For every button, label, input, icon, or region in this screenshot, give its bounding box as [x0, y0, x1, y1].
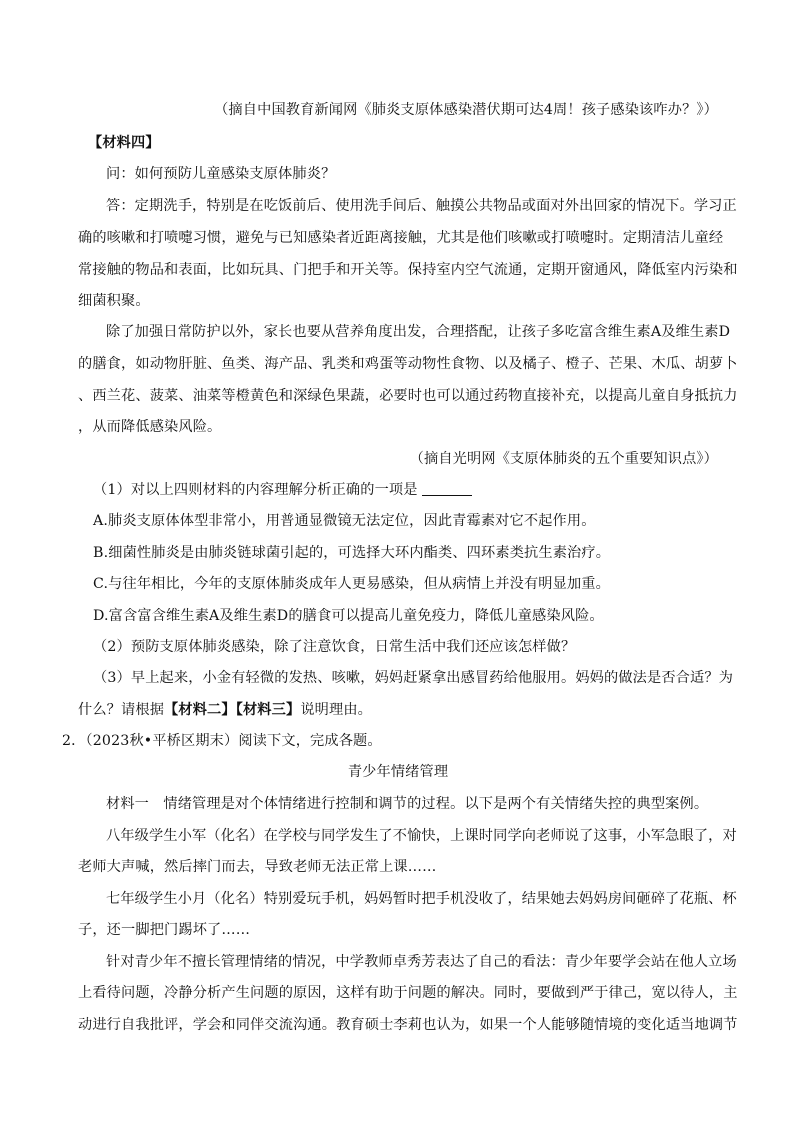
question-3-materials: 【材料二】【材料三】: [164, 702, 301, 718]
option-a: A.肺炎支原体体型非常小，用普通显微镜无法定位，因此青霉素对它不起作用。: [93, 513, 596, 529]
option-c: C.与往年相比，今年的支原体肺炎成年人更易感染，但从病情上并没有明显加重。: [93, 576, 610, 592]
article-line: 动进行自我批评，学会和同伴交流沟通。教育硕士李莉也认为，如果一个人能够随情境的变化适当地调节: [78, 1017, 738, 1033]
article-line: 八年级学生小军（化名）在学校与同学发生了不愉快，上课时同学向老师说了这事，小军急眼了，对: [106, 828, 737, 844]
material4-para2-line: 的膳食，如动物肝脏、鱼类、海产品、乳类和鸡蛋等动物性食物、以及橘子、橙子、芒果、木瓜、胡萝卜: [78, 356, 738, 372]
question-1-text: （1）对以上四则材料的内容理解分析正确的一项是: [93, 482, 418, 498]
material4-answer-line: 常接触的物品和表面，比如玩具、门把手和开关等。保持室内空气流通，定期开窗通风，降低室内污染和: [78, 262, 738, 278]
article-line: 七年级学生小月（化名）特别爱玩手机，妈妈暂时把手机没收了，结果她去妈妈房间砸碎了花瓶、杯: [106, 891, 737, 907]
question-3-line1: （3）早上起来，小金有轻微的发热、咳嗽，妈妈赶紧拿出感冒药给他服用。妈妈的做法是否合适？为: [93, 670, 734, 686]
option-b: B.细菌性肺炎是由肺炎链球菌引起的，可选择大环内酯类、四环素类抗生素治疗。: [93, 545, 611, 561]
material4-heading: 【材料四】: [88, 135, 160, 151]
material4-source: （摘自光明网《支原体肺炎的五个重要知识点》）: [409, 451, 718, 467]
material3-source: （摘自中国教育新闻网《肺炎支原体感染潜伏期可达4周！孩子感染该咋办？》）: [214, 102, 718, 118]
article-line: 老师大声喊，然后摔门而去，导致老师无法正常上课……: [78, 859, 437, 875]
material4-para2-line: 、西兰花、菠菜、油菜等橙黄色和深绿色果蔬，必要时也可以通过药物直接补充，以提高儿童自身抵抗力: [78, 388, 738, 404]
question-3-text: 什么？请根据: [78, 702, 165, 718]
problem-2-header: 2．（2023秋•平桥区期末）阅读下文，完成各题。: [62, 733, 382, 749]
article-line: 针对青少年不擅长管理情绪的情况，中学教师卓秀芳表达了自己的看法：青少年要学会站在他人立场: [106, 954, 737, 970]
question-2: （2）预防支原体肺炎感染，除了注意饮食，日常生活中我们还应该怎样做？: [93, 639, 576, 655]
article-line: 子，还一脚把门踢坏了……: [78, 922, 251, 938]
question-3-line2: [78, 700, 718, 720]
article-title: 青少年情绪管理: [347, 764, 449, 780]
answer-blank[interactable]: [422, 481, 472, 496]
question-3-text-end: 说明理由。: [300, 702, 373, 718]
article-line: 材料一 情绪管理是对个体情绪进行控制和调节的过程。以下是两个有关情绪失控的典型案例。: [106, 796, 709, 812]
material4-answer-line: 确的咳嗽和打喷嚏习惯，避免与已知感染者近距离接触，尤其是他们咳嗽或打喷嚏时。定期清洁儿童经: [78, 230, 724, 246]
material4-answer-line: 细菌积聚。: [78, 293, 150, 309]
material4-para2-line: 除了加强日常防护以外，家长也要从营养角度出发，合理搭配，让孩子多吃富含维生素A及维生素D: [106, 324, 731, 340]
material4-para2-line: ，从而降低感染风险。: [78, 419, 222, 435]
material4-answer-line: 答：定期洗手，特别是在吃饭前后、使用洗手间后、触摸公共物品或面对外出回家的情况下。学习正: [106, 198, 737, 214]
option-d: D.富含富含维生素A及维生素D的膳食可以提高儿童免疫力，降低儿童感染风险。: [93, 608, 604, 624]
question-1: [93, 480, 733, 500]
material4-question: 问：如何预防儿童感染支原体肺炎？: [106, 166, 336, 182]
article-line: 上看待问题，冷静分析产生问题的原因，这样有助于问题的解决。同时，要做到严于律己，宽以待人，主: [78, 985, 738, 1001]
